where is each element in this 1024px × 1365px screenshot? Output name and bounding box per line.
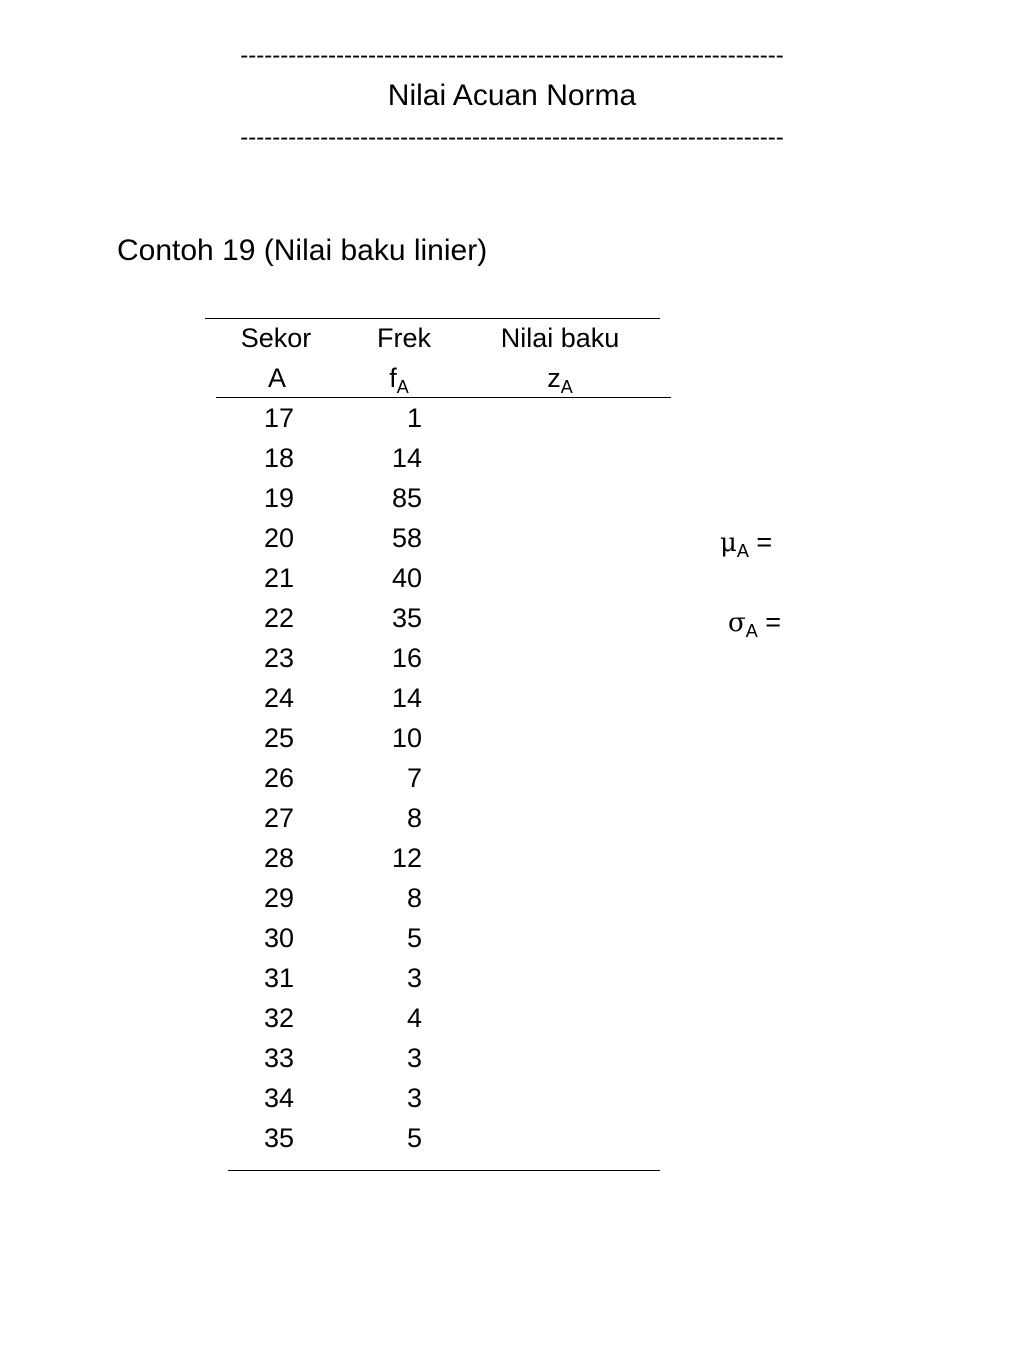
score-cell: 34 [263, 1083, 294, 1113]
score-cell: 27 [263, 803, 294, 833]
mu-symbol: μ [720, 528, 737, 558]
header-sekor: Sekor [240, 323, 312, 353]
table-header-rule [216, 397, 671, 398]
score-cell: 35 [263, 1123, 294, 1153]
mean-equals: = [748, 527, 773, 557]
header-frek: Frek [377, 323, 431, 353]
header-za-sub: A [560, 377, 573, 397]
sd-equals: = [757, 607, 782, 637]
score-cell: 32 [263, 1003, 294, 1033]
header-za-base: z [547, 363, 561, 393]
score-cell: 26 [263, 763, 294, 793]
freq-cell: 3 [406, 1083, 422, 1113]
freq-cell: 5 [406, 923, 422, 953]
freq-cell: 7 [406, 763, 422, 793]
header-fa [389, 362, 409, 397]
score-cell: 19 [263, 483, 294, 513]
score-cell: 17 [263, 403, 294, 433]
page-title: Nilai Acuan Norma [387, 79, 637, 112]
freq-cell: 14 [391, 443, 422, 473]
example-title: Contoh 19 (Nilai baku linier) [117, 234, 488, 267]
score-cell: 20 [263, 523, 294, 553]
sd-label [728, 606, 781, 639]
sd-sub: A [745, 621, 758, 641]
freq-cell: 58 [391, 523, 422, 553]
freq-cell: 3 [406, 963, 422, 993]
header-dashes-bottom: -------------------------------------------------------------------- [240, 124, 784, 151]
score-cell: 25 [263, 723, 294, 753]
score-cell: 33 [263, 1043, 294, 1073]
score-cell: 28 [263, 843, 294, 873]
table-bottom-rule [228, 1170, 660, 1171]
header-fa-base: f [389, 363, 397, 393]
score-cell: 30 [263, 923, 294, 953]
mean-label [720, 526, 772, 559]
header-nilai-baku: Nilai baku [500, 323, 620, 353]
score-cell: 23 [263, 643, 294, 673]
score-cell: 24 [263, 683, 294, 713]
freq-cell: 1 [406, 403, 422, 433]
header-dashes-top: -------------------------------------------------------------------- [240, 42, 784, 69]
freq-cell: 16 [391, 643, 422, 673]
freq-cell: 5 [406, 1123, 422, 1153]
score-cell: 22 [263, 603, 294, 633]
freq-cell: 4 [406, 1003, 422, 1033]
freq-cell: 40 [391, 563, 422, 593]
freq-cell: 3 [406, 1043, 422, 1073]
freq-cell: 35 [391, 603, 422, 633]
score-cell: 21 [263, 563, 294, 593]
header-za [547, 362, 573, 397]
score-cell: 18 [263, 443, 294, 473]
freq-cell: 10 [391, 723, 422, 753]
score-cell: 29 [263, 883, 294, 913]
header-a: A [267, 363, 287, 393]
table-top-rule [205, 318, 660, 319]
freq-cell: 8 [406, 803, 422, 833]
sigma-symbol: σ [728, 608, 746, 638]
freq-cell: 12 [391, 843, 422, 873]
freq-cell: 8 [406, 883, 422, 913]
freq-cell: 85 [391, 483, 422, 513]
mean-sub: A [736, 541, 749, 561]
score-cell: 31 [263, 963, 294, 993]
freq-cell: 14 [391, 683, 422, 713]
header-fa-sub: A [396, 377, 409, 397]
